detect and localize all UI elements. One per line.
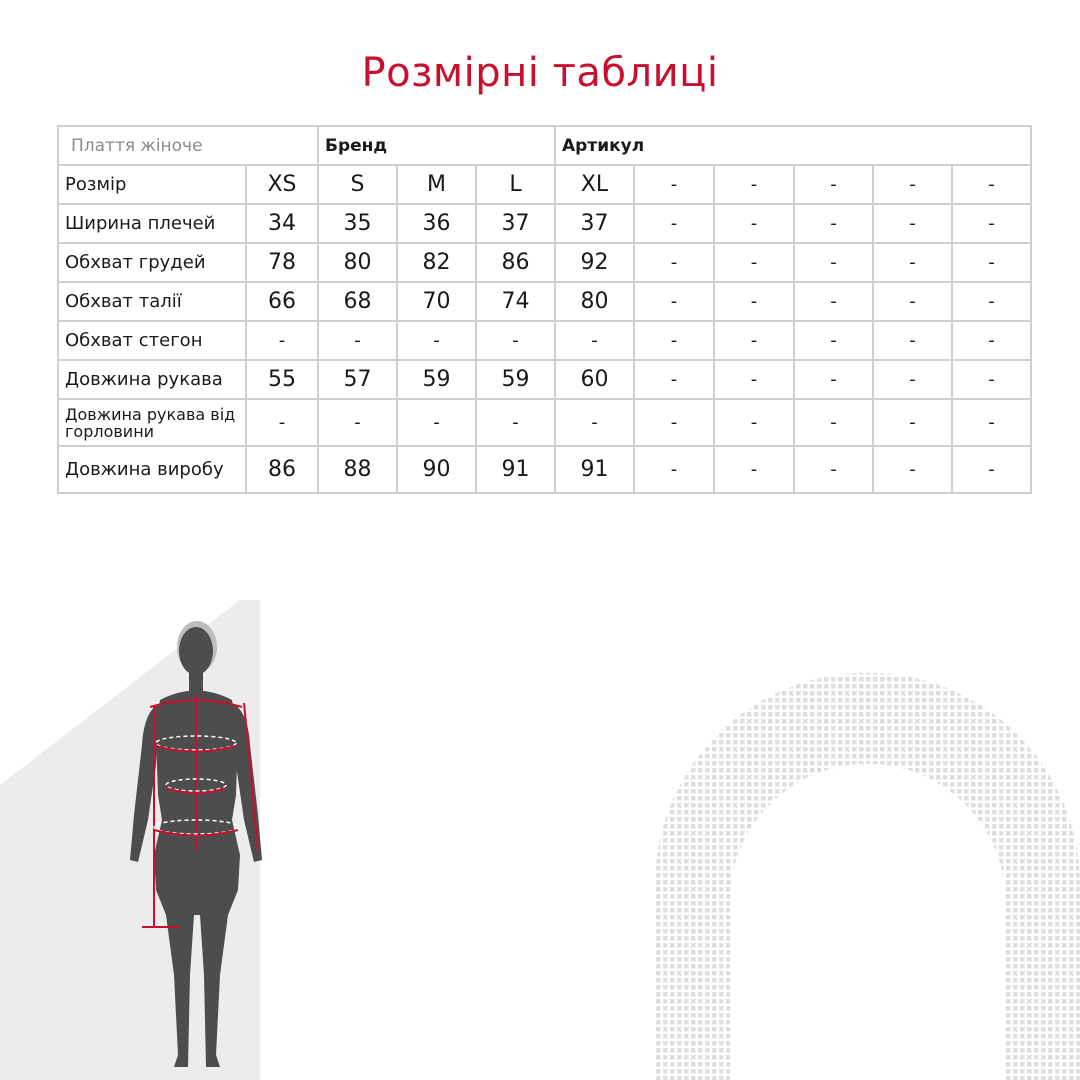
table-cell: -: [952, 165, 1031, 204]
row-label: Розмір: [58, 165, 246, 204]
table-cell: 91: [555, 446, 634, 493]
table-cell: -: [634, 360, 714, 399]
table-cell: 92: [555, 243, 634, 282]
table-row: [58, 282, 1031, 321]
table-cell: 82: [397, 243, 476, 282]
table-header-row: [58, 126, 1031, 165]
row-label: Довжина рукава від горловини: [58, 399, 246, 446]
table-cell: -: [794, 399, 873, 446]
table-cell: 80: [318, 243, 397, 282]
table-cell: -: [634, 204, 714, 243]
product-type-cell: Плаття жіноче: [58, 126, 318, 165]
table-cell: 90: [397, 446, 476, 493]
table-row: [58, 204, 1031, 243]
table-cell: -: [714, 446, 794, 493]
table-cell: -: [873, 282, 952, 321]
table-cell: -: [873, 360, 952, 399]
table-cell: -: [952, 446, 1031, 493]
table-cell: -: [714, 282, 794, 321]
table-cell: -: [873, 321, 952, 360]
table-cell: -: [952, 243, 1031, 282]
table-cell: 74: [476, 282, 555, 321]
table-cell: -: [794, 360, 873, 399]
table-cell: 86: [476, 243, 555, 282]
table-cell: -: [634, 321, 714, 360]
table-cell: -: [714, 360, 794, 399]
table-cell: XL: [555, 165, 634, 204]
row-label: Обхват грудей: [58, 243, 246, 282]
table-cell: -: [952, 321, 1031, 360]
table-cell: 59: [476, 360, 555, 399]
table-cell: -: [555, 321, 634, 360]
table-cell: -: [555, 399, 634, 446]
table-cell: -: [476, 399, 555, 446]
table-row: [58, 360, 1031, 399]
table-cell: 37: [555, 204, 634, 243]
table-cell: 91: [476, 446, 555, 493]
table-cell: -: [794, 243, 873, 282]
woman-measurement-figure-icon: [120, 615, 290, 1080]
article-cell: Артикул: [555, 126, 1031, 165]
table-cell: -: [952, 282, 1031, 321]
table-cell: -: [794, 165, 873, 204]
row-label: Обхват талії: [58, 282, 246, 321]
table-cell: M: [397, 165, 476, 204]
row-label: Обхват стегон: [58, 321, 246, 360]
table-cell: -: [873, 204, 952, 243]
table-cell: XS: [246, 165, 318, 204]
table-cell: -: [634, 399, 714, 446]
brand-cell: Бренд: [318, 126, 555, 165]
table-cell: 57: [318, 360, 397, 399]
table-cell: L: [476, 165, 555, 204]
table-row: [58, 165, 1031, 204]
table-cell: -: [397, 321, 476, 360]
row-label: Довжина рукава: [58, 360, 246, 399]
table-cell: -: [634, 165, 714, 204]
table-cell: S: [318, 165, 397, 204]
table-cell: -: [873, 165, 952, 204]
table-cell: -: [873, 243, 952, 282]
table-row: [58, 399, 1031, 446]
table-cell: -: [318, 321, 397, 360]
table-cell: 78: [246, 243, 318, 282]
table-cell: 86: [246, 446, 318, 493]
table-cell: -: [794, 321, 873, 360]
size-table: [57, 125, 1032, 494]
table-cell: -: [634, 282, 714, 321]
table-cell: 88: [318, 446, 397, 493]
table-row: [58, 446, 1031, 493]
table-cell: -: [714, 399, 794, 446]
row-label: Ширина плечей: [58, 204, 246, 243]
table-cell: -: [476, 321, 555, 360]
table-cell: -: [714, 204, 794, 243]
table-cell: -: [714, 243, 794, 282]
table-cell: -: [794, 204, 873, 243]
table-cell: 68: [318, 282, 397, 321]
table-cell: 36: [397, 204, 476, 243]
table-cell: -: [952, 360, 1031, 399]
embroidery-ornament-pattern-icon: [655, 655, 1080, 1080]
table-cell: 66: [246, 282, 318, 321]
row-label: Довжина виробу: [58, 446, 246, 493]
table-cell: 59: [397, 360, 476, 399]
table-cell: -: [714, 321, 794, 360]
table-row: [58, 321, 1031, 360]
table-cell: 70: [397, 282, 476, 321]
table-cell: -: [952, 204, 1031, 243]
table-cell: 60: [555, 360, 634, 399]
table-cell: -: [246, 321, 318, 360]
table-cell: -: [794, 282, 873, 321]
table-row: [58, 243, 1031, 282]
table-cell: 35: [318, 204, 397, 243]
table-cell: -: [246, 399, 318, 446]
table-cell: 55: [246, 360, 318, 399]
table-cell: -: [952, 399, 1031, 446]
table-cell: -: [714, 165, 794, 204]
table-cell: -: [397, 399, 476, 446]
table-cell: -: [634, 446, 714, 493]
page-title: Розмірні таблиці: [361, 50, 719, 96]
table-cell: 80: [555, 282, 634, 321]
table-cell: -: [873, 446, 952, 493]
table-cell: -: [873, 399, 952, 446]
table-cell: -: [794, 446, 873, 493]
table-cell: 37: [476, 204, 555, 243]
table-cell: 34: [246, 204, 318, 243]
table-cell: -: [318, 399, 397, 446]
table-cell: -: [634, 243, 714, 282]
